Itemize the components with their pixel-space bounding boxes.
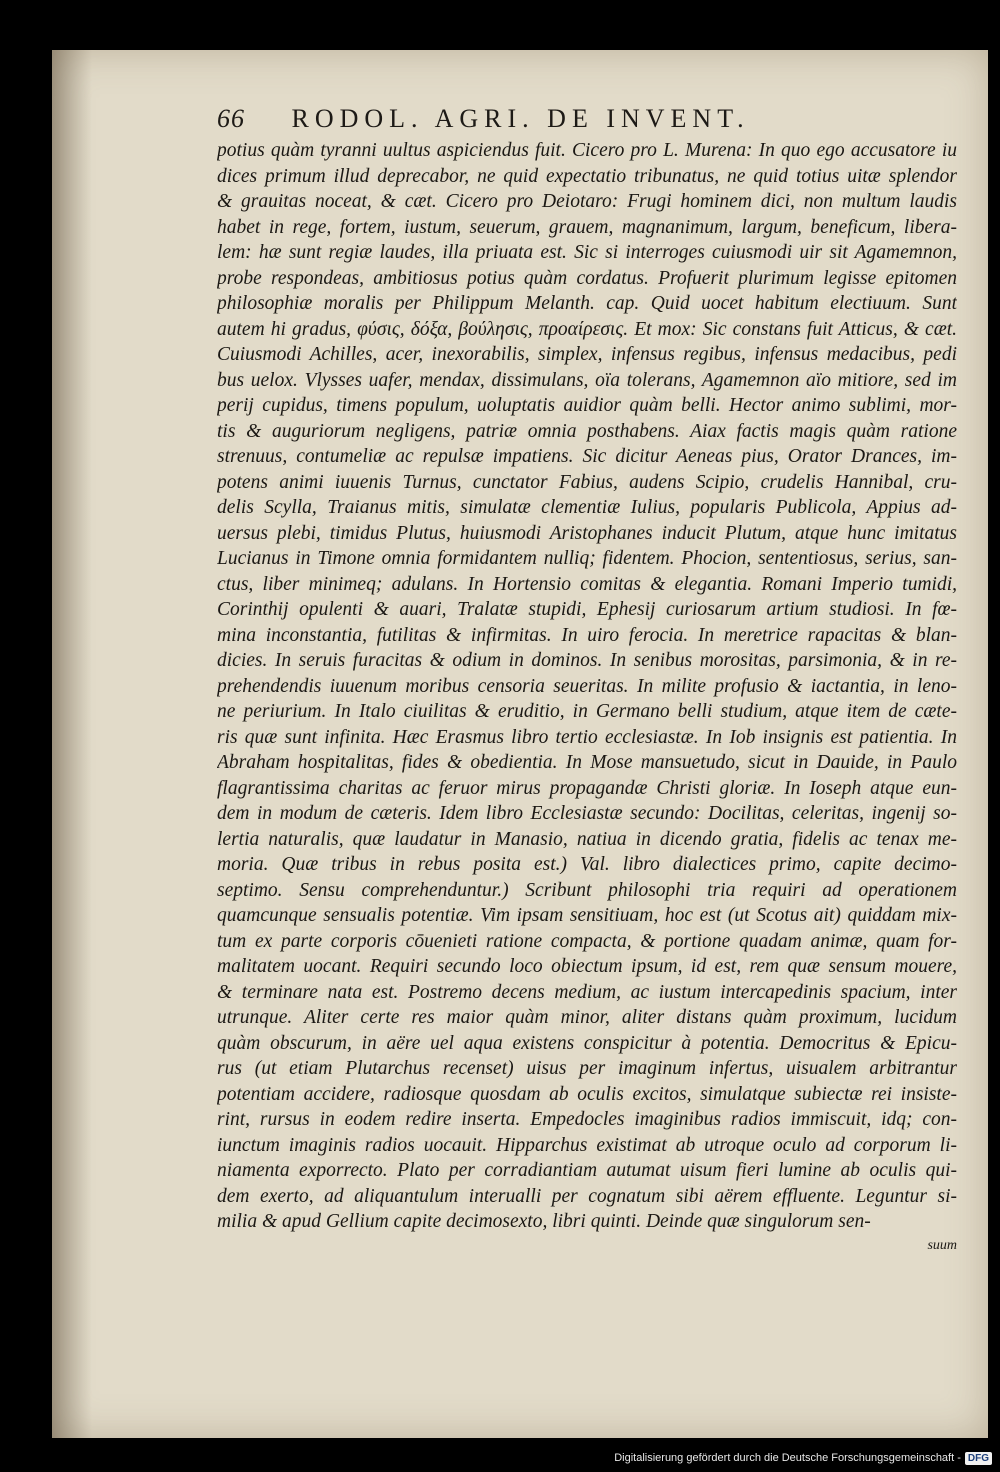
text-line: iunctum imaginis radios uocauit. Hipparchus existimat ab utroque oculo ad corporum li-: [217, 1134, 957, 1156]
text-line: bus uelox. Vlysses uafer, mendax, dissimulans, oïa tolerans, Agamemnon aïo mitiore, sed im: [217, 369, 957, 391]
footer-credit: Digitalisierung gefördert durch die Deutsche Forschungsgemeinschaft -: [614, 1452, 961, 1464]
text-line: potentiam accidere, radiosque quosdam ab oculis excitos, simulatque subiectæ rei insiste-: [217, 1083, 957, 1105]
text-line: & grauitas noceat, & cæt. Cicero pro Deiotaro: Frugi hominem dici, non multum laudis: [217, 191, 957, 212]
page-content: [217, 104, 957, 1257]
text-line: probe respondeas, ambitiosus potius quàm cordatus. Profuerit plurimum legisse epitomen: [217, 267, 957, 289]
text-line: dem exerto, ad aliquantulum interualli per cognatum sibi aërem effluente. Leguntur si-: [217, 1185, 957, 1207]
page-number: 66: [217, 104, 245, 133]
text-line: dices primum illud deprecabor, ne quid expectatio tribunatus, ne quid totius uitæ splendor: [217, 165, 957, 187]
text-line: septimo. Sensu comprehenduntur.) Scribunt philosophi tria requiri ad operationem: [217, 879, 957, 901]
spine-shadow: [52, 50, 92, 1438]
text-line: Corinthij opulenti & auari, Tralatæ stupidi, Ephesij curiosarum artium studiosi. In fœ-: [217, 599, 957, 620]
text-line: Abraham hospitalitas, fides & obedientia. In Mose mansuetudo, sicut in Dauide, in Paulo: [217, 752, 957, 773]
text-line: utrunque. Aliter certe res maior quàm minor, aliter distans quàm proximum, lucidum: [217, 1007, 957, 1028]
text-line: Cuiusmodi Achilles, acer, inexorabilis, simplex, infensus regibus, infensus medacibus, pedi: [217, 344, 957, 365]
text-line: perij cupidus, timens populum, uoluptatis auidior quàm belli. Hector animo sublimi, mor-: [217, 395, 957, 416]
text-line: rint, rursus in eodem redire inserta. Empedocles imaginibus radios immiscuit, idq; con-: [217, 1109, 957, 1130]
text-line: uersus plebi, timidus Plutus, huiusmodi Aristophanes inducit Plutum, atque hunc imitatus: [217, 522, 957, 544]
text-line: dicies. In seruis furacitas & odium in dominos. In senibus morositas, parsimonia, & in re-: [217, 650, 957, 671]
text-line: mina inconstantia, futilitas & infirmitas. In uiro ferocia. In meretrice rapacitas & blan-: [217, 624, 957, 646]
text-line: malitatem uocant. Requiri secundo loco obiectum ipsum, id est, rem quæ sensum mouere,: [217, 956, 957, 977]
text-line: ne periurium. In Italo ciuilitas & eruditio, in Germano belli studium, atque item de cæte-: [217, 701, 957, 722]
text-line: moria. Quæ tribus in rebus posita est.) Val. libro dialectices primo, capite decimo-: [217, 854, 957, 875]
text-line: ris quæ sunt infinita. Hæc Erasmus libro tertio ecclesiastæ. In Iob insignis est patientia. In: [217, 726, 957, 748]
text-line: philosophiæ moralis per Philippum Melanth. cap. Quid uocet habitum electiuum. Sunt: [217, 293, 957, 314]
body-text: [217, 138, 957, 1235]
text-line: delis Scylla, Traianus mitis, simulatæ clementiæ Iulius, popularis Publicola, Appius ad-: [217, 497, 957, 518]
text-line: & terminare nata est. Postremo decens medium, ac iustum intercapedinis spacium, inter: [217, 981, 957, 1003]
text-line: lem: hæ sunt regiæ laudes, illa priuata est. Sic si interroges cuiusmodi uir sit Agamemnon,: [217, 242, 957, 263]
text-line: Lucianus in Timone omnia formidantem nulliq; fidentem. Phocion, sententiosus, serius, san-: [217, 548, 957, 569]
text-line: strenuus, contumeliæ ac repulsæ impatiens. Sic dicitur Aeneas pius, Orator Drances, im-: [217, 446, 957, 467]
text-line: quàm obscurum, in aëre uel aqua existens conspicitur à potentia. Democritus & Epicu-: [217, 1032, 957, 1054]
text-line: potius quàm tyranni uultus aspiciendus fuit. Cicero pro L. Murena: In quo ego accusatore iu: [217, 140, 957, 161]
text-line: lertia naturalis, quæ laudatur in Manasio, natiua in dicendo gratia, fidelis ac tenax me-: [217, 828, 957, 850]
text-line: prehendendis iuuenum moribus censoria seueritas. In milite profusio & iactantia, in leno-: [217, 675, 957, 697]
text-line: dem in modum de cæteris. Idem libro Ecclesiastæ secundo: Docilitas, celeritas, ingenij so-: [217, 803, 957, 824]
text-line: rus (ut etiam Plutarchus recenset) uisus per imaginum infertus, uisualem arbitrantur: [217, 1058, 957, 1079]
text-line: ctus, liber minimeq; adulans. In Hortensio comitas & elegantia. Romani Imperio tumidi,: [217, 573, 957, 595]
text-line: flagrantissima charitas ac feruor mirus propagandæ Christi gloriæ. In Ioseph atque eun-: [217, 777, 957, 799]
catchword: suum: [927, 1237, 957, 1253]
text-line: milia & apud Gellium capite decimosexto, libri quinti. Deinde quæ singulorum sen-: [217, 1211, 871, 1232]
text-line: autem hi gradus, φύσις, δόξα, βούλησις, προαίρεσις. Et mox: Sic constans fuit Atticus, & cæt.: [217, 318, 957, 340]
digitization-footer: [0, 1444, 1000, 1472]
text-line: tum ex parte corporis cōuenieti ratione compacta, & portione quadam animæ, quam for-: [217, 930, 957, 952]
text-line: tis & auguriorum negligens, patriæ omnia posthabens. Aiax factis magis quàm ratione: [217, 420, 957, 442]
text-line: quamcunque sensualis potentiæ. Vim ipsam sensitiuam, hoc est (ut Scotus ait) quiddam mix-: [217, 905, 957, 926]
dfg-logo: DFG: [965, 1452, 992, 1465]
text-line: habet in rege, fortem, iustum, seuerum, grauem, magnanimum, largum, beneficum, libera-: [217, 216, 957, 238]
text-line: niamenta exporrecto. Plato per corradiantiam autumat uisum fieri lumine ab oculis qui-: [217, 1160, 957, 1181]
book-page: [52, 50, 988, 1438]
running-title: RODOL. AGRI. DE INVENT.: [291, 104, 750, 133]
running-head: [217, 104, 957, 138]
text-line: potens animi iuuenis Turnus, cunctator Fabius, audens Scipio, crudelis Hannibal, cru-: [217, 471, 957, 493]
